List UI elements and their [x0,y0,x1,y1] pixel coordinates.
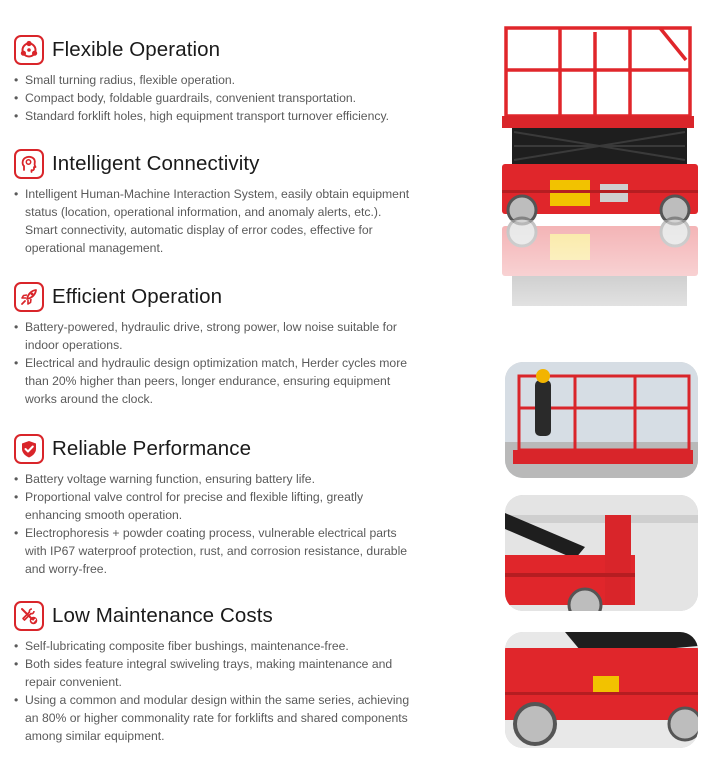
tools-check-icon [14,601,44,631]
section-title: Intelligent Connectivity [52,152,260,175]
bullet-item: • Proportional valve control for precise and flexible lifting, greatly enhancing smooth operation. [14,488,414,524]
bullet-list [14,470,414,578]
bullet-list [14,71,414,125]
cycle-arrows-icon [14,35,44,65]
bullet-item: • Both sides feature integral swiveling trays, making maintenance and repair convenient. [14,655,414,691]
section-efficient-operation [14,281,414,408]
shield-check-icon [14,434,44,464]
section-title: Low Maintenance Costs [52,604,273,627]
bullet-list [14,185,414,257]
rocket-icon [14,282,44,312]
bullet-item: • Battery-powered, hydraulic drive, strong power, low noise suitable for indoor operations. [14,318,414,354]
section-reliable-performance [14,433,414,578]
bullet-item: • Self-lubricating composite fiber bushings, maintenance-free. [14,637,414,655]
bullet-item: • Electrophoresis + powder coating process, vulnerable electrical parts with IP67 waterproof protection, rust, and corrosion resistance, durable and worry-free. [14,524,414,578]
section-title: Flexible Operation [52,38,221,61]
bullet-item: • Using a common and modular design within the same series, achieving an 80% or higher commonality rate for forklifts and shared components among similar equipment. [14,691,414,745]
section-low-maintenance-costs [14,600,414,745]
section-title: Efficient Operation [52,285,223,308]
scissor-arm-photo [505,495,698,611]
section-title: Reliable Performance [52,437,252,460]
bullet-item: • Electrical and hydraulic design optimization match, Herder cycles more than 20% higher than peers, longer endurance, ensuring equipment works around the clock. [14,354,414,408]
bullet-item: • Battery voltage warning function, ensuring battery life. [14,470,414,488]
bullet-list [14,318,414,408]
bullet-item: • Small turning radius, flexible operation. [14,71,414,89]
section-intelligent-connectivity [14,148,414,257]
bullet-item: • Intelligent Human-Machine Interaction System, easily obtain equipment status (location, operational information, and anomaly alerts, etc.). Smart connectivity, automatic display of error codes, effective for operational management. [14,185,414,257]
scissor-lift-product-image [500,20,702,355]
bullet-item: • Compact body, foldable guardrails, convenient transportation. [14,89,414,107]
bullet-item: • Standard forklift holes, high equipment transport turnover efficiency. [14,107,414,125]
brain-head-icon [14,149,44,179]
worker-platform-photo [505,362,698,478]
bullet-list [14,637,414,745]
chassis-photo [505,632,698,748]
section-flexible-operation [14,34,414,125]
